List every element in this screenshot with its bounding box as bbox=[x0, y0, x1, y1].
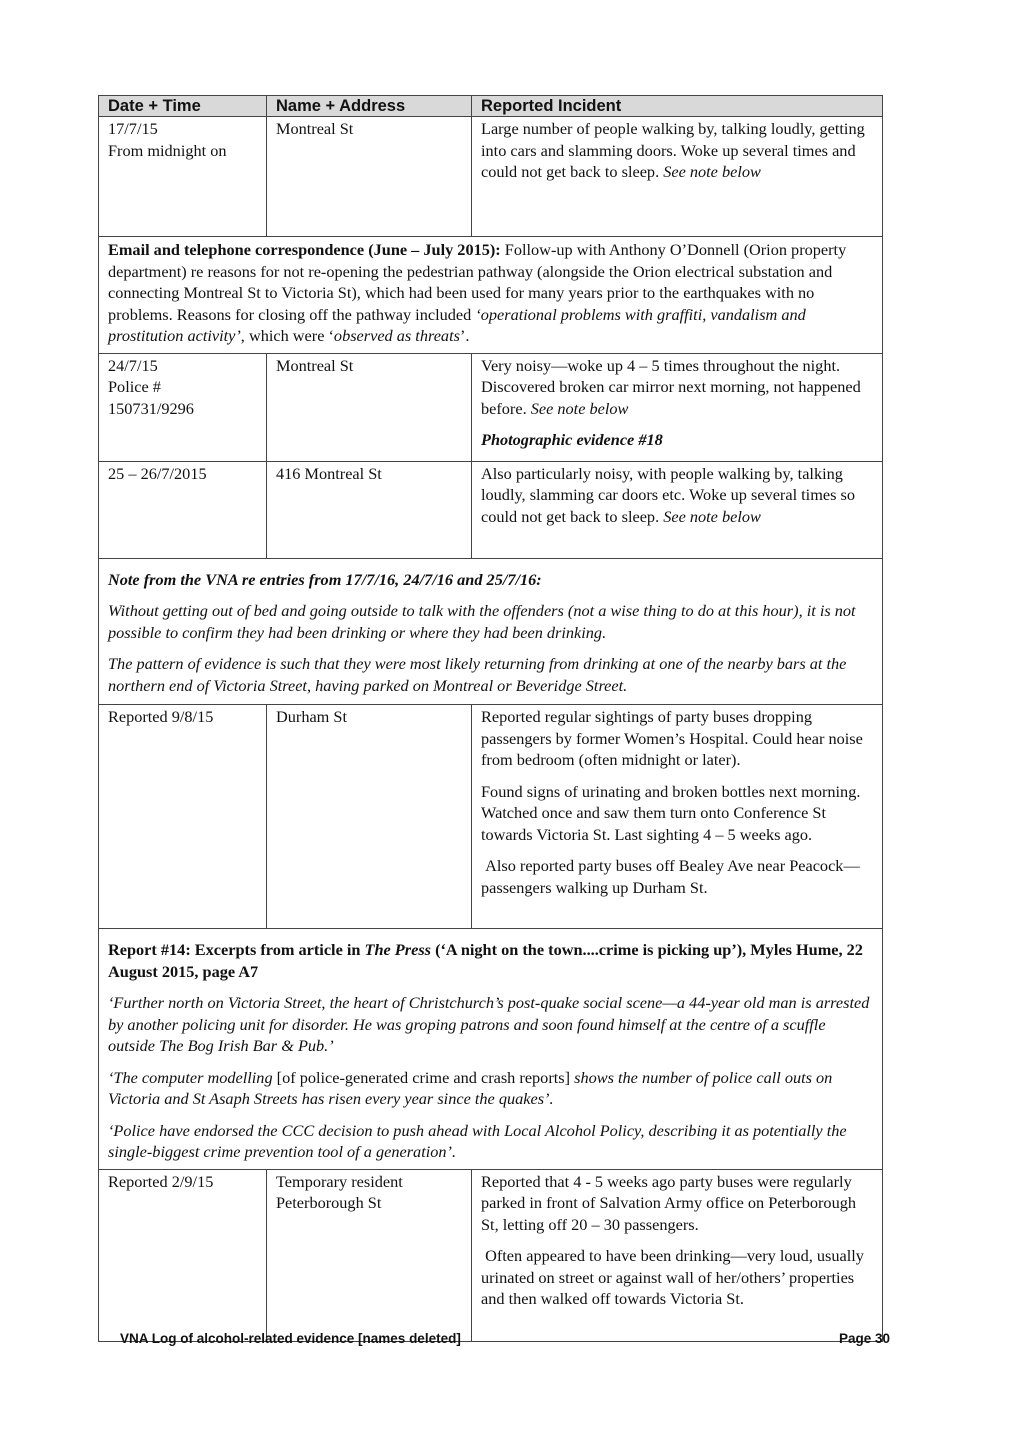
table-row bbox=[99, 117, 883, 237]
incident-paragraph: Also reported party buses off Bealey Ave near Peacock—passengers walking up Durham St. bbox=[481, 856, 860, 897]
photo-evidence: Photographic evidence #18 bbox=[481, 430, 663, 449]
table-row bbox=[99, 705, 883, 929]
cell-incident bbox=[472, 705, 883, 929]
quote-part: ‘The computer modelling bbox=[108, 1067, 273, 1087]
evidence-log-table bbox=[98, 95, 883, 1342]
page-footer bbox=[120, 1331, 890, 1346]
cell-incident bbox=[472, 117, 883, 237]
header-date-time: Date + Time bbox=[99, 96, 267, 117]
report-quote bbox=[108, 1067, 873, 1110]
report-quote: ‘Police have endorsed the CCC decision to push ahead with Local Alcohol Policy, describing it as potentially the single-biggest crime prevention tool of a generation’. bbox=[108, 1120, 847, 1161]
email-correspondence-cell bbox=[99, 237, 883, 354]
email-heading: Email and telephone correspondence (June – July 2015): bbox=[108, 240, 501, 259]
see-note: See note below bbox=[663, 506, 761, 526]
incident-paragraph: Reported that 4 - 5 weeks ago party buses were regularly parked in front of Salvation Army office on Peterborough St, letting off 20 – 30 passengers. bbox=[481, 1171, 856, 1234]
incident-paragraph: Reported regular sightings of party buses dropping passengers by former Women’s Hospital. Could hear noise from bedroom (often midnight or later). bbox=[481, 707, 863, 769]
cell-date: 24/7/15 Police # 150731/9296 bbox=[99, 353, 267, 461]
cell-date: Reported 9/8/15 bbox=[99, 705, 267, 929]
table-row bbox=[99, 461, 883, 558]
newspaper-name: The Press bbox=[364, 940, 431, 959]
header-reported-incident: Reported Incident bbox=[472, 96, 883, 117]
cell-name: Temporary resident Peterborough St bbox=[267, 1169, 472, 1341]
vna-note-row bbox=[99, 558, 883, 705]
table-row bbox=[99, 353, 883, 461]
report-heading-text: Report #14: Excerpts from article in bbox=[108, 940, 365, 959]
footer-title: VNA Log of alcohol-related evidence [names deleted] bbox=[120, 1331, 461, 1346]
incident-paragraph: Found signs of urinating and broken bottles next morning. Watched once and saw them turn onto Conference St towards Victoria St. Last sighting 4 – 5 weeks ago. bbox=[481, 781, 861, 844]
cell-date: Reported 2/9/15 bbox=[99, 1169, 267, 1341]
report-quote: ‘Further north on Victoria Street, the heart of Christchurch’s post-quake social scene—a 44-year old man is arrested by another policing unit for disorder. He was groping patrons and soon found himself at the centre of a scuffle outside The Bog Irish Bar & Pub.’ bbox=[108, 993, 870, 1055]
report-14-heading bbox=[108, 939, 873, 982]
quote-part: shows the number of police call outs on Victoria and St Asaph Streets has risen every year since the quakes’. bbox=[108, 1067, 833, 1108]
table-row bbox=[99, 1169, 883, 1341]
incident-text: Large number of people walking by, talking loudly, getting into cars and slamming doors. Woke up several times and could not get back to sleep. bbox=[481, 119, 865, 181]
cell-date: 25 – 26/7/2015 bbox=[99, 461, 267, 558]
cell-incident bbox=[472, 1169, 883, 1341]
incident-paragraph: Often appeared to have been drinking—very loud, usually urinated on street or against wall of her/others’ properties and then walked off towards Victoria St. bbox=[481, 1246, 869, 1308]
cell-incident bbox=[472, 353, 883, 461]
cell-name: 416 Montreal St bbox=[267, 461, 472, 558]
report-heading-text: (‘A night on the town....crime is picking up’), Myles Hume, 22 August 2015, page A7 bbox=[108, 940, 863, 981]
email-quote-1: ‘operational problems with graffiti, vandalism and prostitution activity’ bbox=[108, 304, 806, 345]
cell-name: Montreal St bbox=[267, 353, 472, 461]
cell-incident bbox=[472, 461, 883, 558]
quote-part: [of police-generated crime and crash reports] bbox=[272, 1067, 575, 1087]
incident-text: Very noisy—woke up 4 – 5 times throughout the night. Discovered broken car mirror next morning, not happened before. bbox=[481, 355, 861, 418]
vna-note-paragraph: Without getting out of bed and going outside to talk with the offenders (not a wise thing to do at this hour), it is not possible to confirm they had been drinking or where they had been drinking. bbox=[108, 601, 856, 642]
vna-note-paragraph: The pattern of evidence is such that they were most likely returning from drinking at one of the nearby bars at the northern end of Victoria Street, having parked on Montreal or Beveridge Street. bbox=[108, 654, 847, 695]
email-end: ’. bbox=[459, 326, 470, 345]
cell-name: Montreal St bbox=[267, 117, 472, 237]
table-header-row bbox=[99, 96, 883, 117]
email-text: Follow-up with Anthony O’Donnell (Orion property department) re reasons for not re-opening the pedestrian pathway (alongside the Orion electrical substation and connecting Montreal St to Victoria St), which had been used for many years prior to the earthquakes with no problems. Reasons for closing off the pathway included bbox=[108, 240, 847, 324]
header-name-address: Name + Address bbox=[267, 96, 472, 117]
email-correspondence-row bbox=[99, 237, 883, 354]
vna-note-cell bbox=[99, 558, 883, 705]
page-number: Page 30 bbox=[838, 1331, 890, 1346]
see-note: See note below bbox=[530, 398, 629, 418]
cell-name: Durham St bbox=[267, 705, 472, 929]
email-quote-2: observed as threats bbox=[333, 326, 460, 345]
see-note: See note below bbox=[663, 162, 761, 181]
cell-date: 17/7/15 From midnight on bbox=[99, 117, 267, 237]
incident-text: Also particularly noisy, with people walking by, talking loudly, slamming car doors etc. Woke up several times so could not get back to sleep. bbox=[481, 463, 855, 526]
report-14-row bbox=[99, 929, 883, 1170]
vna-note-heading: Note from the VNA re entries from 17/7/16, 24/7/16 and 25/7/16: bbox=[108, 569, 542, 589]
report-14-cell bbox=[99, 929, 883, 1170]
email-mid: , which were ‘ bbox=[240, 326, 334, 345]
